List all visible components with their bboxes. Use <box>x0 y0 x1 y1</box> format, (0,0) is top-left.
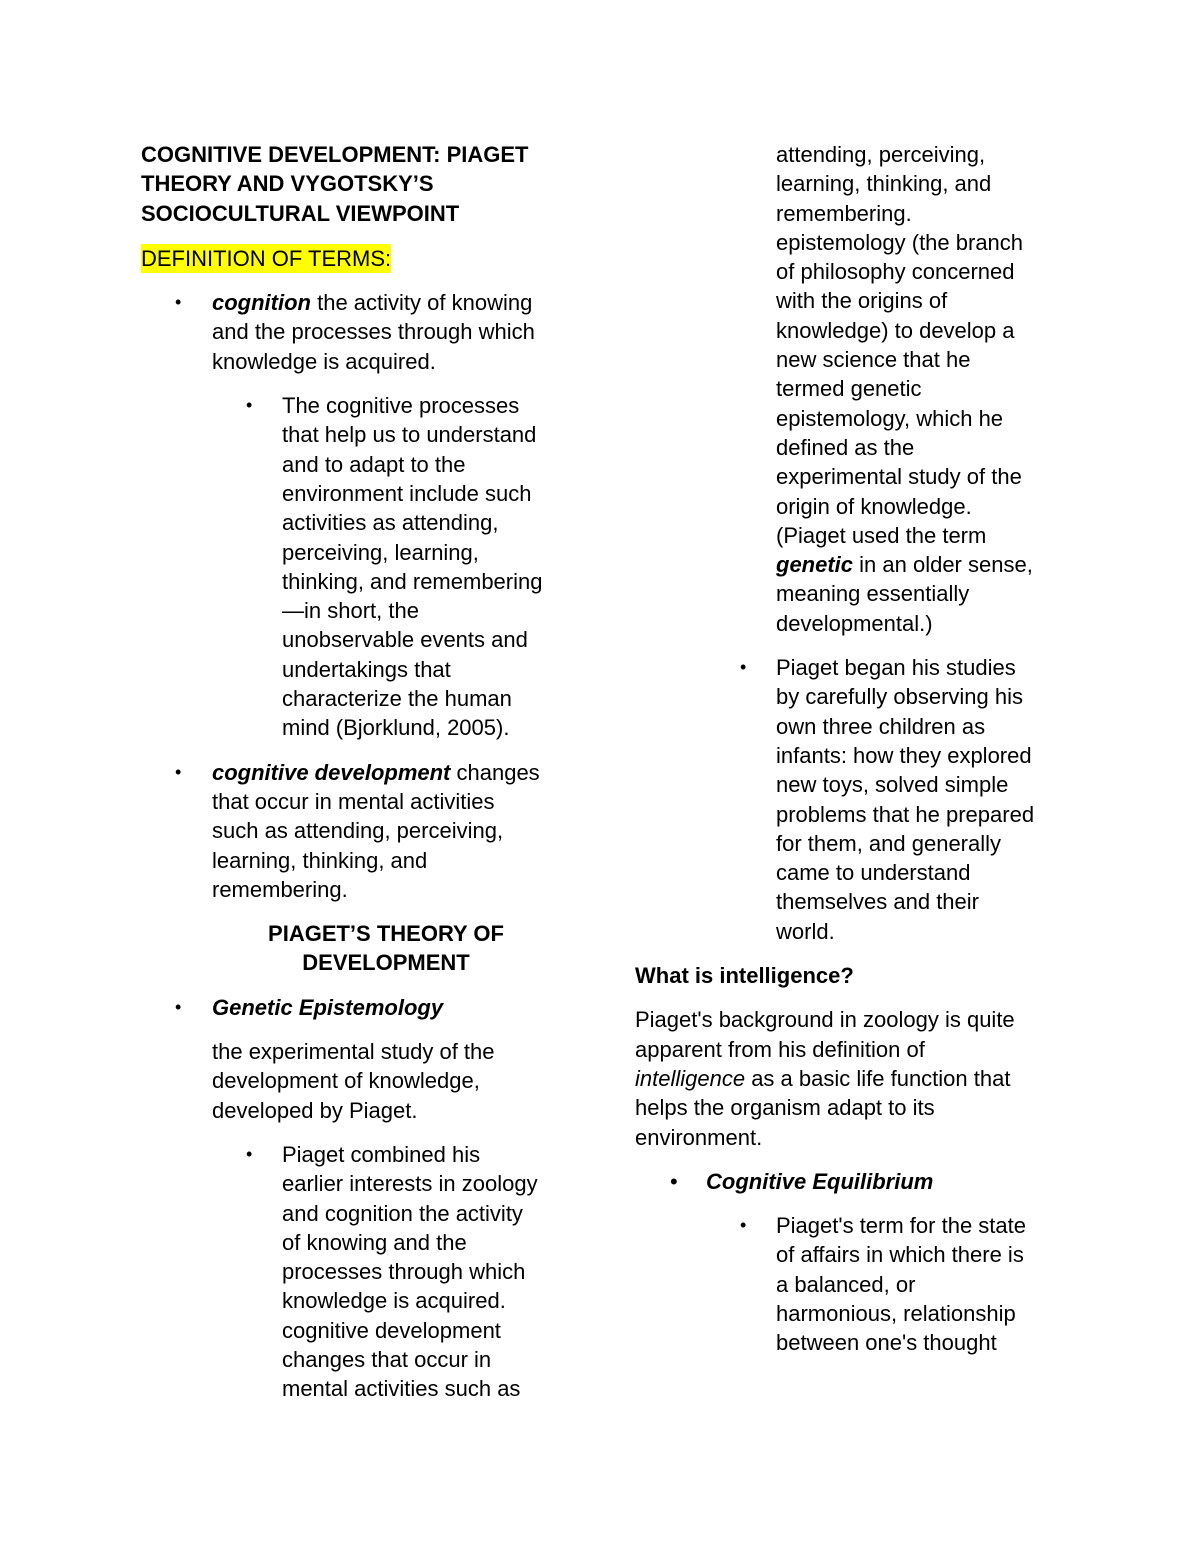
continued-text <box>635 140 1065 638</box>
definition-text: remembering. <box>212 876 348 902</box>
text-line: infants: how they explored <box>776 742 1032 768</box>
text-line: as a basic life function that <box>745 1065 1011 1091</box>
text-line: new toys, solved simple <box>776 772 1009 798</box>
text-line: between one's thought <box>776 1330 997 1356</box>
bullet: • <box>740 657 747 678</box>
definition-text: and the processes through which <box>212 319 535 345</box>
text-line: changes that occur in <box>282 1346 492 1372</box>
text-line: with the origins of <box>776 288 948 314</box>
text-line: cognitive development <box>282 1317 501 1343</box>
text-line: epistemology (the branch <box>776 229 1024 255</box>
text-line: thinking, and remembering <box>282 568 543 594</box>
text-line: termed genetic <box>776 376 922 402</box>
text-line: Piaget's term for the state <box>776 1213 1026 1239</box>
list-item-piaget-combined <box>141 1140 571 1404</box>
definition-text: changes <box>450 759 540 785</box>
text-line: The cognitive processes <box>282 393 520 419</box>
right-column <box>635 140 1065 1373</box>
bullet: • <box>175 292 182 313</box>
text-line: mind (Bjorklund, 2005). <box>282 715 510 741</box>
text-line: characterize the human <box>282 686 512 712</box>
text-line: by carefully observing his <box>776 684 1024 710</box>
text-line: environment include such <box>282 480 532 506</box>
term-genetic-epistemology: Genetic Epistemology <box>212 994 444 1020</box>
definition-text: that occur in mental activities <box>212 788 495 814</box>
text-line: developed by Piaget. <box>212 1097 418 1123</box>
text-line: attending, perceiving, <box>776 142 986 167</box>
text-line: in an older sense, <box>853 552 1033 578</box>
text-line: helps the organism adapt to its <box>635 1095 935 1121</box>
text-line: of philosophy concerned <box>776 259 1015 285</box>
title-line: SOCIOCULTURAL VIEWPOINT <box>141 200 460 226</box>
text-line: Piaget combined his <box>282 1141 481 1167</box>
definition-heading: DEFINITION OF TERMS: <box>141 244 391 273</box>
text-line: undertakings that <box>282 656 451 682</box>
text-line: knowledge is acquired. <box>282 1288 506 1314</box>
text-line: environment. <box>635 1124 763 1150</box>
text-line: earlier interests in zoology <box>282 1171 538 1197</box>
text-line: processes through which <box>282 1259 526 1285</box>
left-column <box>141 140 571 1419</box>
text-line: origin of knowledge. <box>776 493 972 519</box>
term-cognition: cognition <box>212 290 311 316</box>
text-line: meaning essentially <box>776 581 970 607</box>
text-line: (Piaget used the term <box>776 522 987 548</box>
text-line: that help us to understand <box>282 422 537 448</box>
bullet: • <box>740 1215 747 1236</box>
text-line: Piaget's background in zoology is quite <box>635 1007 1015 1033</box>
term-intelligence: intelligence <box>635 1065 746 1091</box>
text-line: —in short, the <box>282 598 419 624</box>
text-line: experimental study of the <box>776 464 1022 490</box>
text-line: development of knowledge, <box>212 1068 480 1094</box>
text-line: developmental.) <box>776 610 933 636</box>
text-line: new science that he <box>776 347 971 373</box>
text-line: own three children as <box>776 713 986 739</box>
document-title <box>141 140 571 228</box>
list-item-cognitive-development <box>141 758 571 904</box>
definition-text: such as attending, perceiving, <box>212 818 504 844</box>
text-line: learning, thinking, and <box>776 171 992 197</box>
text-line: a balanced, or <box>776 1271 916 1297</box>
bullet: • <box>670 1168 678 1194</box>
definition-text: knowledge is acquired. <box>212 348 436 374</box>
text-line: problems that he prepared <box>776 801 1035 827</box>
bullet: • <box>175 996 182 1017</box>
text-line: perceiving, learning, <box>282 539 479 565</box>
text-line: mental activities such as <box>282 1376 521 1402</box>
text-line: Piaget began his studies <box>776 655 1016 681</box>
heading-line: PIAGET’S THEORY OF <box>268 921 504 947</box>
bullet: • <box>175 761 182 782</box>
section-heading <box>141 919 561 978</box>
text-line: harmonious, relationship <box>776 1300 1016 1326</box>
text-line: themselves and their <box>776 889 979 915</box>
definition-text: the activity of knowing <box>310 290 533 316</box>
list-item-cognitive-equilibrium <box>635 1167 1065 1196</box>
text-line: epistemology, which he <box>776 405 1004 431</box>
text-line: knowledge) to develop a <box>776 317 1015 343</box>
title-line: COGNITIVE DEVELOPMENT: PIAGET <box>141 142 529 167</box>
definition-text: learning, thinking, and <box>212 847 428 873</box>
bullet: • <box>246 395 253 416</box>
bullet: • <box>246 1143 253 1164</box>
text-line: and cognition the activity <box>282 1200 523 1226</box>
list-item-genetic-epistemology <box>141 993 571 1022</box>
list-item-piaget-began <box>635 653 1065 946</box>
term-genetic: genetic <box>776 552 854 578</box>
text-line: activities as attending, <box>282 510 499 536</box>
text-line: world. <box>776 918 835 944</box>
heading-line: DEVELOPMENT <box>302 950 470 976</box>
genetic-epistemology-description <box>141 1037 571 1125</box>
text-line: the experimental study of the <box>212 1039 495 1065</box>
text-line: came to understand <box>776 860 971 886</box>
text-line: for them, and generally <box>776 830 1002 856</box>
text-line: of knowing and the <box>282 1229 467 1255</box>
term-cognitive-development: cognitive development <box>212 759 451 785</box>
list-item-equilibrium-definition <box>635 1211 1065 1357</box>
intelligence-heading: What is intelligence? <box>635 963 854 989</box>
text-line: remembering. <box>776 200 912 226</box>
text-line: apparent from his definition of <box>635 1036 925 1062</box>
title-line: THEORY AND VYGOTSKY’S <box>141 171 434 197</box>
text-line: defined as the <box>776 434 915 460</box>
text-line: of affairs in which there is <box>776 1242 1024 1268</box>
text-line: unobservable events and <box>282 627 528 653</box>
list-item-cognition <box>141 288 571 376</box>
text-line: and to adapt to the <box>282 451 466 477</box>
intelligence-paragraph <box>635 1005 1065 1151</box>
list-item-cognitive-processes <box>141 391 571 743</box>
term-cognitive-equilibrium: Cognitive Equilibrium <box>706 1168 934 1194</box>
